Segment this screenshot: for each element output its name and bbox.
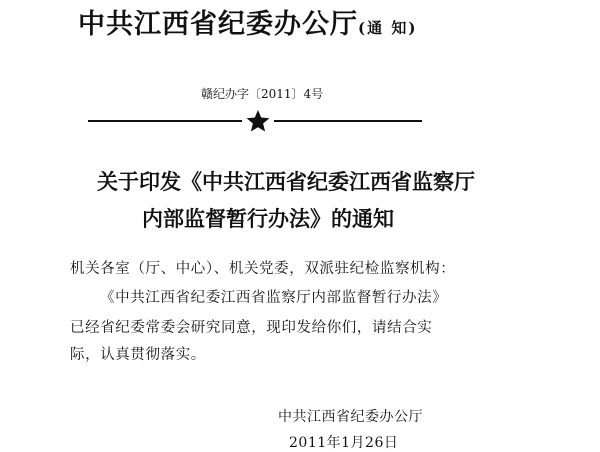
signature: 中共江西省纪委办公厅 [278, 409, 423, 425]
document-title-line-1: 关于印发《中共江西省纪委江西省监察厅 [97, 169, 475, 194]
body-paragraph-line-2: 已经省纪委常委会研究同意，现印发给你们，请结合实 [70, 320, 433, 336]
addressee-line: 机关各室（厅、中心）、机关党委，双派驻纪检监察机构： [70, 261, 456, 277]
star-divider [88, 106, 422, 134]
document-title-line-2: 内部监督暂行办法》的通知 [142, 206, 394, 231]
body-paragraph-line-3: 际，认真贯彻落实。 [70, 347, 206, 363]
header-title-suffix: (通 知) [358, 19, 418, 37]
star-icon [247, 110, 270, 132]
header-title [78, 2, 417, 41]
body-paragraph-line-1: 《中共江西省纪委江西省监察厅内部监督暂行办法》 [100, 290, 448, 306]
document-number: 赣纪办字〔2011〕4号 [201, 87, 324, 101]
header-title-text: 中共江西省纪委办公厅 [78, 9, 358, 40]
issue-date: 2011年1月26日 [289, 435, 399, 451]
